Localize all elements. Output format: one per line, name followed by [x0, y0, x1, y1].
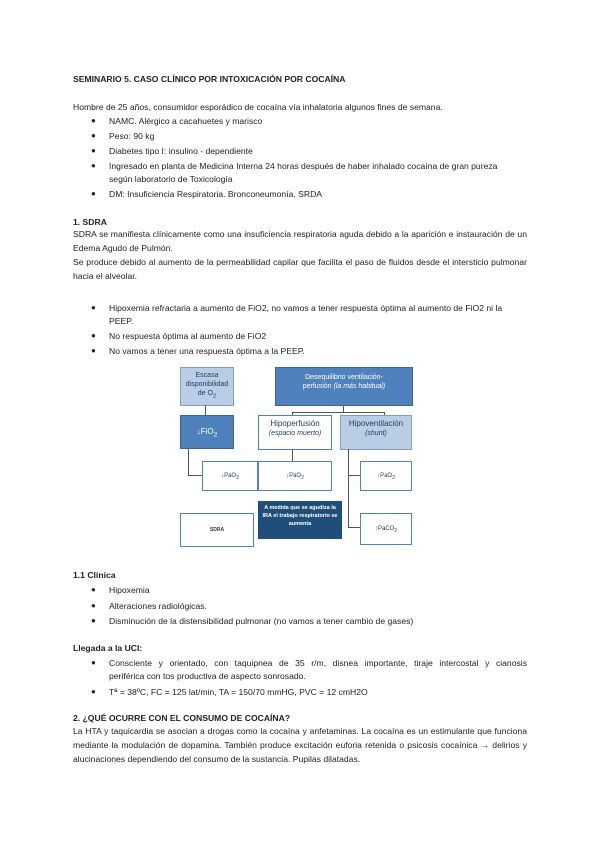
page-title: SEMINARIO 5. CASO CLÍNICO POR INTOXICACIÓN POR COCAÍNA: [73, 74, 346, 84]
diagram-box-oxygen: [180, 367, 234, 406]
sdra-item: No respuesta óptima al aumento de FiO2: [109, 331, 267, 341]
diagram-sub: 2: [392, 475, 395, 482]
diagram-sub: 2: [212, 393, 217, 400]
diagram-hipov-title: Hipoventilación: [348, 419, 404, 428]
sdra-paragraph-2: Se produce debido al aumento de la permeabilidad capilar que facilita el paso de fluidos desde el intersticio pulmonar hacia el alveolar.: [73, 257, 527, 281]
patient-item: Ingresado en planta de Medicina Interna 24 horas después de haber inhalado cocaína de gran pureza: [109, 161, 498, 171]
bullet: ●: [91, 616, 96, 625]
sdra-item: Hipoxemia refractaria a aumento de FiO2, no vamos a tener respuesta óptima al aumento de FiO2 ni la: [109, 303, 503, 313]
sdra-item-continued: PEEP.: [109, 316, 134, 326]
diagram-box-oxygen-label: Escasa disponibilidad de O: [185, 372, 229, 397]
sdra-diagram: [180, 367, 412, 548]
diagram-box-sdra: [180, 513, 254, 547]
bullet: ●: [91, 303, 96, 312]
bullet: ●: [91, 116, 96, 125]
diagram-sub: 2: [394, 528, 398, 535]
cocaina-paragraph: La HTA y taquicardia se asocian a drogas como la cocaína y anfetaminas. La cocaína es un estimulante que funciona mediante la modulación de dopamina. También produce excitación euforia retenida o psicosis cocaínica → delirios y alucinaciones dependiendo del consumo de la sustancia. Pupilas dilatadas.: [73, 726, 527, 764]
bullet: ●: [91, 146, 96, 155]
diagram-box-pao2-c: [360, 461, 412, 491]
bullet: ●: [91, 189, 96, 198]
diagram-paco2-label: ↑PaCO: [374, 526, 395, 532]
diagram-sub: 2: [213, 431, 218, 439]
bullet: ●: [91, 585, 96, 594]
bullet: ●: [91, 658, 96, 667]
diagram-box-fio2: [180, 415, 234, 449]
uci-item-continued: periférica con tos productiva de aspecto sonrosado.: [109, 671, 306, 681]
sdra-item: No vamos a tener una respuesta óptima a la PEEP.: [109, 346, 305, 356]
diagram-vq-line1: Desequilibrio ventilación-: [305, 374, 383, 381]
patient-item-continued: según laboratorio de Toxicología: [109, 174, 233, 184]
intro-text: Hombre de 25 años, consumidor esporádico de cocaína vía inhalatoria algunos fines de semana.: [73, 102, 443, 112]
sdra-paragraph-1: SDRA se manifiesta clínicamente como una insuficiencia respiratoria aguda debido a la aparición e instauración de un Edema Agudo de Pulmón.: [73, 229, 527, 253]
diagram-vq-italic: (la más habitual): [333, 383, 386, 390]
uci-item: Consciente y orientado, con taquipnea de 35 r/m, disnea importante, tiraje intercostal y cianosis: [109, 658, 527, 668]
diagram-box-hipoventilacion: [340, 415, 412, 450]
bullet: ●: [91, 346, 96, 355]
bullet: ●: [91, 687, 96, 696]
diagram-sub: 2: [301, 475, 304, 482]
diagram-hipo-title: Hipoperfusión: [270, 419, 320, 428]
uci-item: Tª = 38ºC, FC = 125 lat/min, TA = 150/70 mmHG, PVC = 12 cmH2O: [109, 687, 368, 697]
diagram-note-text: A medida que se agudiza la IRA el trabajo respiratorio se aumenta: [262, 505, 338, 527]
bullet: ●: [91, 601, 96, 610]
bullet: ●: [91, 131, 96, 140]
diagram-hipov-sub: (shunt): [365, 430, 387, 437]
patient-item: Peso: 90 kg: [109, 131, 155, 141]
patient-item: DM: Insuficiencia Respiratoria. Bronconeumonía. SRDA: [109, 189, 323, 199]
diagram-fio2-label: ↓FiO: [196, 427, 214, 436]
clinica-item: Hipoxemia: [109, 585, 150, 595]
diagram-pao2-label: ↓PaO: [221, 473, 237, 479]
diagram-hipo-sub: (espacio muerto): [268, 430, 322, 437]
diagram-box-pao2-a: [202, 461, 258, 491]
diagram-vq-line2: perfusión: [302, 383, 334, 390]
clinica-item: Alteraciones radiológicas.: [109, 601, 207, 611]
clinica-item: Disminución de la distensibilidad pulmonar (no vamos a tener cambio de gases): [109, 616, 414, 626]
section-heading-uci: Llegada a la UCI:: [73, 643, 143, 653]
diagram-pao2-label: ↓PaO: [377, 473, 393, 479]
patient-item: Diabetes tipo I: insulino - dependiente: [109, 146, 253, 156]
diagram-sub: 2: [236, 475, 239, 482]
section-heading-clinica: 1.1 Clínica: [73, 570, 116, 580]
diagram-box-hipoperfusion: [258, 415, 332, 450]
section-heading-cocaina: 2. ¿QUÉ OCURRE CON EL CONSUMO DE COCAÍNA?: [73, 713, 291, 723]
diagram-note-box: [258, 501, 342, 539]
diagram-sdra-label: SDRA: [209, 527, 225, 533]
bullet: ●: [91, 161, 96, 170]
bullet: ●: [91, 331, 96, 340]
diagram-pao2-label: ↓PaO: [286, 473, 302, 479]
section-heading-sdra: 1. SDRA: [73, 217, 107, 227]
patient-item: NAMC. Alérgico a cacahuetes y marisco: [109, 116, 263, 126]
diagram-box-paco2: [360, 513, 412, 545]
diagram-box-vq-mismatch: [275, 367, 413, 406]
diagram-box-pao2-b: [258, 461, 332, 491]
